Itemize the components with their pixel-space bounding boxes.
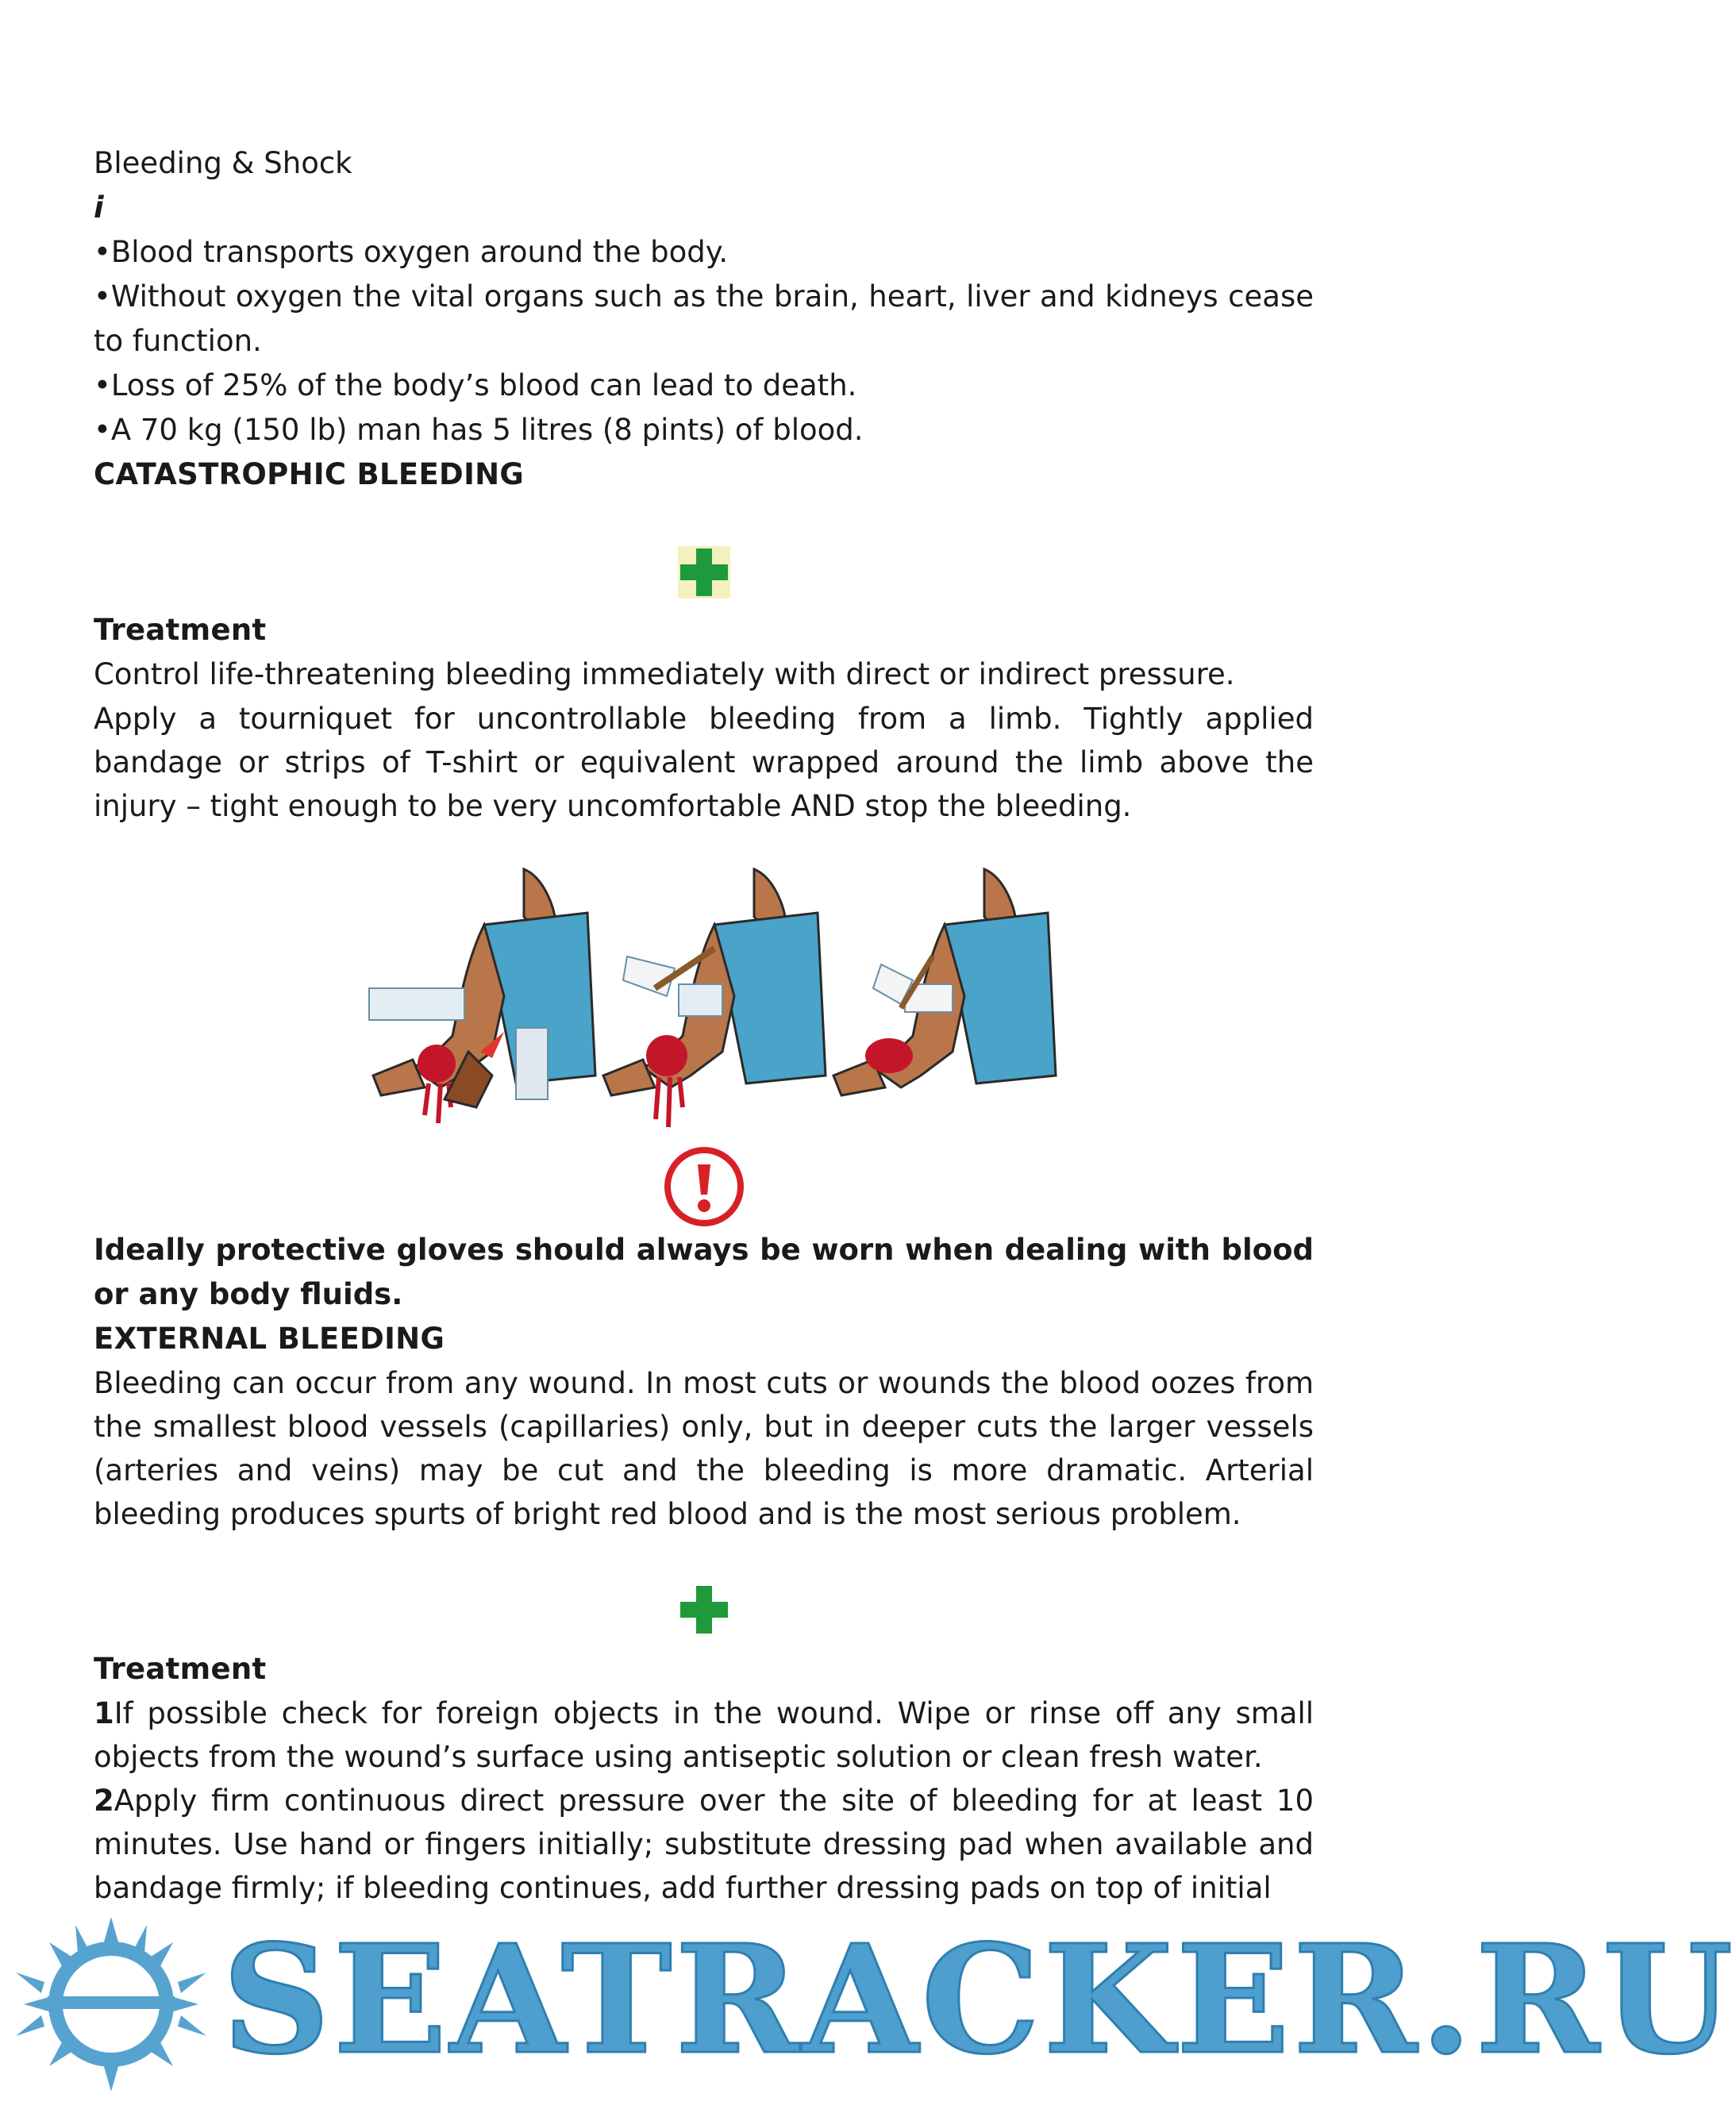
- exclamation-warning-icon: [663, 1145, 745, 1228]
- treatment-heading: Treatment: [94, 613, 267, 647]
- tourniquet-step-1: [369, 869, 595, 1123]
- watermark-text: SEATRACKER.RU: [222, 1912, 1736, 2088]
- section-title: Bleeding & Shock: [94, 146, 352, 180]
- treatment-heading: Treatment: [94, 1652, 267, 1686]
- fact-item: •Without oxygen the vital organs such as the brain, heart, liver and kidneys cease to function.: [94, 279, 1314, 358]
- step-number: 1: [94, 1696, 114, 1730]
- step-text: If possible check for foreign objects in the wound. Wipe or rinse off any small objects from the wound’s surface using antiseptic solution or clean fresh water.: [94, 1696, 1314, 1774]
- first-aid-row: [94, 545, 1314, 600]
- tourniquet-step-2: [603, 869, 826, 1127]
- first-aid-cross-icon: [676, 1582, 732, 1638]
- external-paragraph: Bleeding can occur from any wound. In most cuts or wounds the blood oozes from the smallest blood vessels (capillaries) only, but in deeper cuts the larger vessels (arteries and veins) may be cut and the bleeding is more dramatic. Arterial bleeding produces spurts of bright red blood and is the most serious problem.: [94, 1366, 1314, 1531]
- catastrophic-heading: CATASTROPHIC BLEEDING: [94, 457, 525, 491]
- treatment-step: [94, 1691, 1314, 1779]
- fact-item: •A 70 kg (150 lb) man has 5 litres (8 pints) of blood.: [94, 413, 864, 447]
- gloves-warning: Ideally protective gloves should always be worn when dealing with blood or any body fluids.: [94, 1233, 1314, 1311]
- tourniquet-steps-illustration: [365, 869, 1048, 1143]
- fact-item: •Blood transports oxygen around the body.: [94, 235, 729, 269]
- treatment-paragraph: Control life-threatening bleeding immediately with direct or indirect pressure.: [94, 657, 1235, 691]
- tourniquet-paragraph: Apply a tourniquet for uncontrollable bleeding from a limb. Tightly applied bandage or strips of T-shirt or equivalent wrapped around the limb above the injury – tight enough to be very uncomfortable AND stop the bleeding.: [94, 702, 1314, 823]
- first-aid-cross-icon: [676, 545, 732, 600]
- step-text: Apply firm continuous direct pressure over the site of bleeding for at least 10 minutes. Use hand or fingers initially; substitute dressing pad when available and bandage firmly; if bleeding continues, add further dressing pads on top of initial: [94, 1784, 1314, 1905]
- fact-item: •Loss of 25% of the body’s blood can lead to death.: [94, 368, 857, 402]
- info-marker: i: [94, 191, 104, 225]
- first-aid-row: [94, 1582, 1314, 1638]
- warning-row: [94, 1145, 1314, 1228]
- external-heading: EXTERNAL BLEEDING: [94, 1322, 445, 1356]
- tourniquet-step-3: [833, 869, 1056, 1095]
- step-number: 2: [94, 1784, 114, 1818]
- treatment-step: [94, 1779, 1314, 1910]
